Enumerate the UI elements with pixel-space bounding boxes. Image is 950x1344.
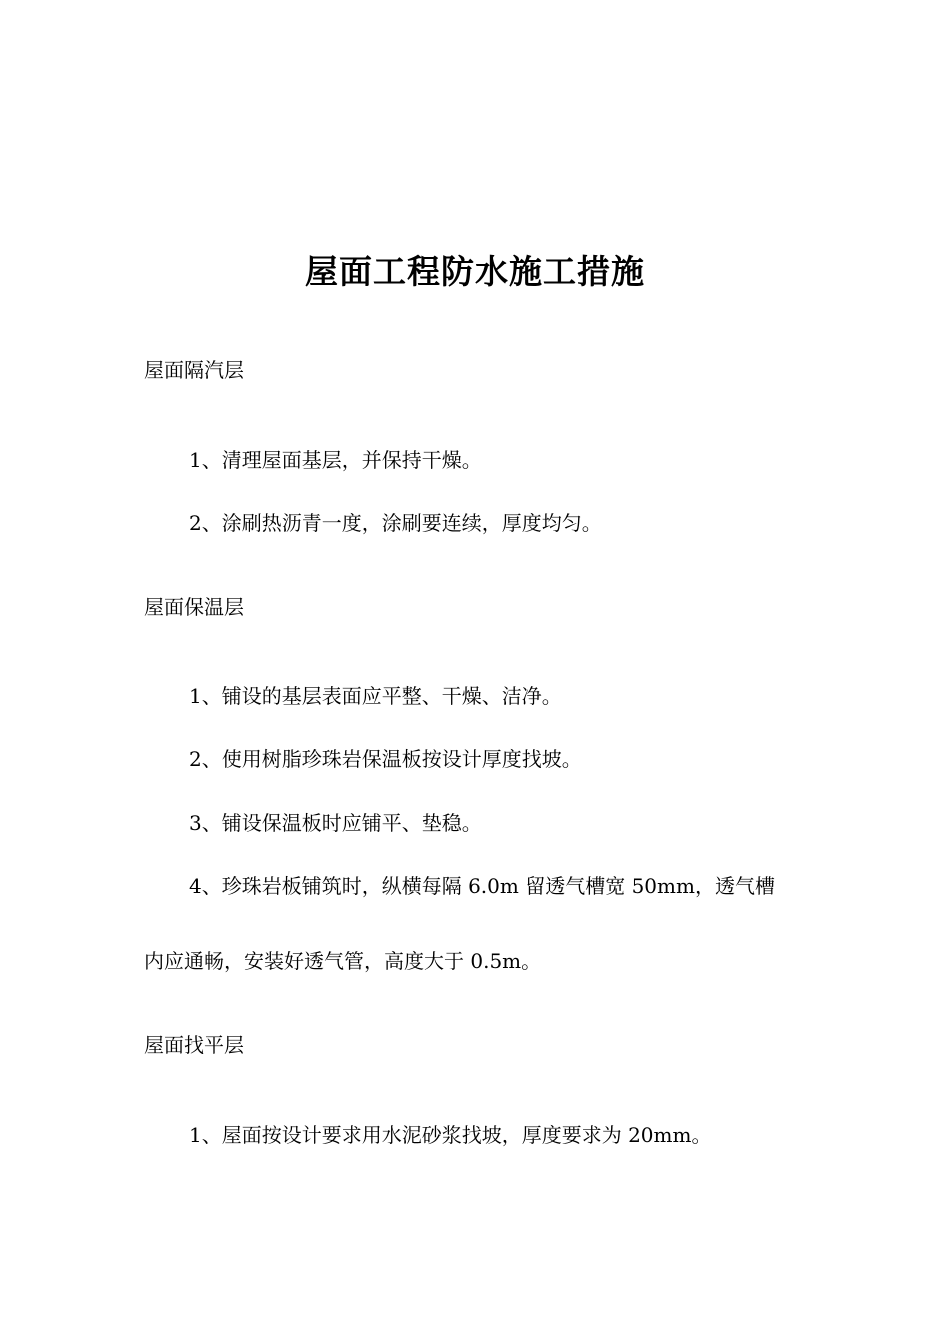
- insulation-item-3: 3、铺设保温板时应铺平、垫稳。: [189, 811, 482, 835]
- section-heading-insulation: 屋面保温层: [144, 595, 244, 619]
- insulation-item-2: 2、使用树脂珍珠岩保温板按设计厚度找坡。: [189, 747, 582, 771]
- section-heading-vapor-barrier: 屋面隔汽层: [144, 358, 244, 382]
- vapor-barrier-item-2: 2、涂刷热沥青一度，涂刷要连续，厚度均匀。: [189, 511, 602, 535]
- vapor-barrier-item-1: 1、清理屋面基层，并保持干燥。: [189, 448, 482, 472]
- leveling-item-1: 1、屋面按设计要求用水泥砂浆找坡，厚度要求为 20mm。: [189, 1123, 712, 1147]
- document-title: 屋面工程防水施工措施: [305, 252, 645, 291]
- insulation-item-4-continuation: 内应通畅，安装好透气管，高度大于 0.5m。: [144, 949, 542, 973]
- insulation-item-1: 1、铺设的基层表面应平整、干燥、洁净。: [189, 684, 562, 708]
- section-heading-leveling: 屋面找平层: [144, 1033, 244, 1057]
- insulation-item-4: 4、珍珠岩板铺筑时，纵横每隔 6.0m 留透气槽宽 50mm，透气槽: [189, 874, 775, 898]
